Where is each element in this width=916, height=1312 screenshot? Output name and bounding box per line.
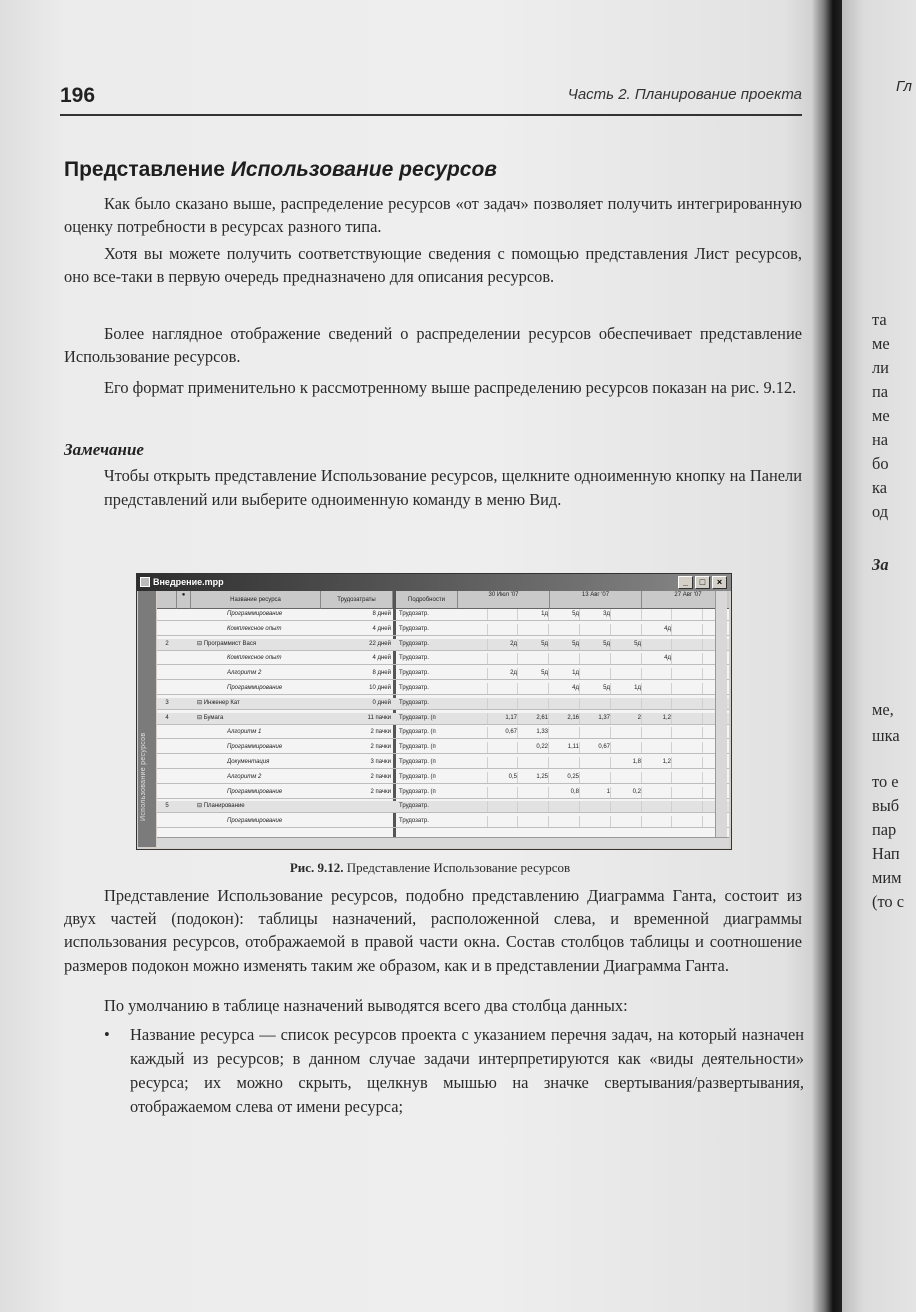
timephased-value: 1,2 — [642, 713, 672, 724]
timephased-value — [612, 742, 642, 753]
right-page-fragment: па — [872, 382, 889, 401]
note-title: Замечание — [64, 440, 144, 459]
work-value: 2 пачки — [370, 788, 391, 795]
timephased-value: 5д — [581, 683, 611, 694]
timephased-value: 4д — [642, 653, 672, 664]
timephased-value: 2д — [488, 668, 518, 679]
right-page-fragment: ме — [872, 334, 890, 353]
timephased-value — [673, 787, 703, 798]
row-id — [159, 609, 175, 620]
timephased-value — [550, 653, 580, 664]
usage-row[interactable] — [157, 801, 729, 813]
timephased-value: 1д — [519, 609, 549, 620]
timephased-value — [642, 742, 672, 753]
timephased-value — [550, 624, 580, 635]
timephased-value — [612, 816, 642, 827]
header-name[interactable]: Название ресурса — [191, 591, 321, 609]
timephased-value — [673, 816, 703, 827]
work-value — [323, 801, 391, 812]
work-value — [323, 816, 391, 827]
timephased-value — [581, 653, 611, 664]
resource-name: Алгоритм 1 — [227, 729, 262, 736]
timephased-value — [673, 713, 703, 724]
bullet-dot: • — [104, 1025, 110, 1044]
timephased-value — [488, 698, 518, 709]
timephased-value: 4д — [550, 683, 580, 694]
timephased-value: 5д — [519, 639, 549, 650]
timephased-value — [458, 787, 488, 798]
row-id — [159, 772, 175, 783]
section-heading — [64, 158, 497, 182]
timephased-value — [612, 668, 642, 679]
usage-row[interactable] — [157, 772, 729, 784]
paragraph-3 — [64, 322, 802, 368]
row-id — [159, 683, 175, 694]
week-3-label: 27 Авг '07 — [674, 592, 702, 598]
paragraph-1 — [64, 192, 802, 238]
app-icon — [140, 577, 150, 587]
caption-number: Рис. 9.12. — [289, 860, 347, 875]
work-value: 4 дней — [372, 625, 391, 632]
right-page-fragment: шка — [872, 726, 900, 745]
timephased-value — [550, 727, 580, 738]
maximize-icon[interactable]: □ — [695, 576, 710, 589]
right-page-fragment: на — [872, 430, 889, 449]
detail-label: Трудозатр. (п — [399, 744, 436, 751]
row-id — [159, 624, 175, 635]
row-id — [159, 816, 175, 827]
header-week-2 — [550, 591, 642, 609]
work-value: 10 дней — [369, 685, 391, 691]
row-id — [159, 757, 175, 768]
timephased-value: 5д — [550, 609, 580, 620]
timephased-value — [673, 742, 703, 753]
usage-row[interactable] — [157, 713, 729, 725]
timephased-value — [550, 757, 580, 768]
window-titlebar — [137, 574, 731, 591]
timephased-value — [612, 698, 642, 709]
timephased-value — [673, 609, 703, 620]
right-page-fragment: выб — [872, 796, 900, 815]
right-page-fragment: од — [872, 502, 889, 521]
right-page-fragment: ме, — [872, 700, 894, 719]
resource-name: Алгоритм 2 — [227, 773, 262, 780]
right-page-fragment: ка — [872, 478, 887, 497]
work-value: 22 дней — [369, 640, 391, 647]
resource-name: Документация — [227, 759, 270, 765]
timephased-value — [488, 801, 518, 812]
vertical-scrollbar[interactable] — [715, 591, 727, 837]
timephased-value: 0,67 — [581, 742, 611, 753]
timephased-value — [642, 801, 672, 812]
detail-label: Трудозатр. (п — [399, 759, 436, 765]
usage-row[interactable] — [157, 787, 729, 799]
timephased-value — [673, 757, 703, 768]
detail-label: Трудозатр. — [399, 699, 429, 706]
timephased-value: 5д — [519, 668, 549, 679]
note-text: Чтобы открыть представление Использование ресурсов, щелкните одноименную кнопку на Панели представлений или выберите одноименную команду в меню Вид. — [104, 466, 802, 509]
detail-label: Трудозатр. (п — [399, 773, 436, 780]
timephased-value — [458, 757, 488, 768]
timephased-value: 5д — [550, 639, 580, 650]
right-page-fragment: мим — [872, 868, 902, 887]
timephased-value — [642, 816, 672, 827]
usage-row[interactable] — [157, 653, 729, 665]
timephased-value — [550, 698, 580, 709]
timephased-value — [488, 609, 518, 620]
usage-grid — [157, 591, 729, 837]
timephased-value — [488, 653, 518, 664]
resource-name: Комплексное опыт — [227, 655, 282, 662]
timephased-value — [488, 742, 518, 753]
timephased-value — [458, 668, 488, 679]
timephased-value — [488, 757, 518, 768]
timephased-value — [458, 713, 488, 724]
header-details[interactable]: Подробности — [396, 591, 458, 609]
row-id: 2 — [165, 640, 169, 647]
timephased-value — [612, 609, 642, 620]
paragraph-6 — [64, 994, 802, 1017]
window-title: Внедрение.mpp — [153, 577, 224, 587]
timephased-value — [488, 787, 518, 798]
usage-row[interactable] — [157, 609, 729, 621]
header-id — [157, 591, 177, 609]
right-page-fragment: (то с — [872, 892, 904, 911]
detail-label: Трудозатр. — [399, 611, 429, 617]
timephased-value: 1,11 — [550, 742, 580, 753]
usage-row[interactable] — [157, 668, 729, 680]
timephased-value: 2д — [488, 639, 518, 650]
timephased-value — [642, 787, 672, 798]
resource-name: Программирование — [227, 611, 283, 617]
usage-row[interactable] — [157, 639, 729, 651]
usage-row[interactable] — [157, 624, 729, 636]
timephased-value: 0,67 — [488, 727, 518, 738]
timephased-value — [673, 801, 703, 812]
paragraph-3-text: Более наглядное отображение сведений о распределении ресурсов обеспечивает представление Использование ресурсов. — [64, 324, 802, 367]
paragraph-4-text: Его формат применительно к рассмотренному выше распределению ресурсов показан на рис. 9.12. — [104, 378, 797, 397]
timephased-value — [673, 668, 703, 679]
timephased-value — [673, 653, 703, 664]
detail-label: Трудозатр. — [399, 803, 429, 810]
timephased-value — [458, 639, 488, 650]
resource-name: Программирование — [227, 788, 283, 795]
resource-name: Программирование — [227, 744, 283, 751]
timephased-value: 2,16 — [550, 713, 580, 724]
timephased-value — [581, 757, 611, 768]
right-page-fragment: ли — [872, 358, 889, 377]
work-value: 8 дней — [372, 670, 391, 677]
timephased-value — [581, 698, 611, 709]
resource-name: Программирование — [227, 818, 283, 825]
header-week-1 — [458, 591, 550, 609]
timephased-value — [458, 683, 488, 694]
week-2-label: 13 Авг '07 — [581, 592, 610, 598]
timephased-value — [458, 698, 488, 709]
row-id — [159, 742, 175, 753]
resource-name: ⊟ Инженер Кат — [197, 699, 240, 706]
timephased-value: 0,25 — [550, 772, 580, 783]
timephased-value — [519, 624, 549, 635]
timephased-value: 3д — [581, 609, 611, 620]
row-id — [159, 787, 175, 798]
paragraph-6-text: По умолчанию в таблице назначений выводятся всего два столбца данных: — [104, 996, 628, 1015]
timephased-value — [581, 668, 611, 679]
timephased-value — [519, 787, 549, 798]
timephased-value — [673, 624, 703, 635]
timephased-value — [673, 772, 703, 783]
right-page-fragment: пар — [872, 820, 897, 839]
work-value: 2 пачки — [370, 773, 391, 780]
detail-label: Трудозатр. — [399, 655, 429, 662]
timephased-value — [612, 801, 642, 812]
caption-text: Представление Использование ресурсов — [346, 860, 571, 875]
timephased-value — [612, 772, 642, 783]
detail-label: Трудозатр. — [399, 670, 429, 677]
minimize-icon[interactable]: _ — [678, 576, 693, 589]
timephased-value — [488, 624, 518, 635]
row-id — [159, 727, 175, 738]
resource-name: Программирование — [227, 685, 283, 691]
view-bar-label: Использование ресурсов — [140, 732, 147, 821]
timephased-value — [458, 653, 488, 664]
usage-row[interactable] — [157, 757, 729, 769]
timephased-value — [642, 609, 672, 620]
usage-row[interactable] — [157, 816, 729, 828]
right-page — [842, 0, 916, 1312]
heading-prefix: Представление — [64, 158, 231, 181]
timephased-value — [581, 816, 611, 827]
figure-screenshot — [136, 573, 732, 850]
timephased-value: 1,37 — [581, 713, 611, 724]
resource-name: ⊟ Планирование — [197, 803, 245, 810]
resource-name: Комплексное опыт — [227, 625, 282, 632]
detail-label: Трудозатр. — [399, 818, 429, 825]
close-icon[interactable]: × — [712, 576, 727, 589]
timephased-value — [673, 639, 703, 650]
paragraph-2 — [64, 242, 802, 288]
timephased-value — [612, 727, 642, 738]
row-id: 3 — [165, 699, 169, 706]
view-bar — [138, 591, 156, 847]
work-value: 2 пачки — [370, 729, 391, 736]
horizontal-scrollbar[interactable] — [157, 837, 729, 848]
detail-label: Трудозатр. — [399, 685, 429, 691]
timephased-value — [642, 639, 672, 650]
timephased-value — [581, 772, 611, 783]
right-page-fragment: Нап — [872, 844, 900, 863]
timephased-value — [550, 816, 580, 827]
week-1-label: 30 Июл '07 — [488, 592, 519, 598]
timephased-value — [458, 742, 488, 753]
timephased-value — [458, 816, 488, 827]
timephased-value — [581, 624, 611, 635]
timephased-value: 1 — [581, 787, 611, 798]
work-value: 3 пачки — [370, 759, 391, 765]
timephased-value: 4д — [642, 624, 672, 635]
timephased-value: 0,22 — [519, 742, 549, 753]
work-value: 0 дней — [372, 699, 391, 706]
timephased-value: 1,2 — [642, 757, 672, 768]
timephased-value — [673, 698, 703, 709]
timephased-value — [488, 816, 518, 827]
timephased-value — [519, 698, 549, 709]
right-page-fragment: то е — [872, 772, 899, 791]
header-info-icon: ● — [177, 591, 191, 609]
paragraph-5-text: Представление Использование ресурсов, подобно представлению Диаграмма Ганта, состоит из двух частей (подокон): таблицы назначений, расположенной слева, и временной диаграммы использования ресурсов, отображаемой в правой части окна. Состав столбцов таблицы и соотношение размеров подокон можно изменять таким же образом, как и в представлении Диаграмма Ганта. — [64, 886, 802, 975]
detail-label: Трудозатр. — [399, 640, 429, 647]
timephased-value: 2,61 — [519, 713, 549, 724]
work-value: 4 дней — [372, 655, 391, 662]
timephased-value — [488, 683, 518, 694]
row-id: 5 — [165, 803, 169, 810]
paragraph-2-text: Хотя вы можете получить соответствующие сведения с помощью представления Лист ресурсов, оно все-таки в первую очередь предназначено для описания ресурсов. — [64, 244, 802, 287]
row-id — [159, 668, 175, 679]
header-rule — [60, 114, 802, 116]
timephased-value — [458, 727, 488, 738]
running-header: Часть 2. Планирование проекта — [567, 86, 802, 103]
timephased-value: 1д — [612, 683, 642, 694]
detail-label: Трудозатр. (п — [399, 788, 436, 795]
work-value: 8 дней — [372, 611, 391, 617]
resource-name: ⊟ Программист Вася — [197, 640, 257, 647]
detail-label: Трудозатр. (п — [399, 714, 436, 721]
right-page-fragment: та — [872, 310, 887, 329]
timephased-value — [673, 727, 703, 738]
timephased-value — [642, 668, 672, 679]
book-spine — [812, 0, 842, 1312]
timephased-value: 1,33 — [519, 727, 549, 738]
timephased-value — [642, 683, 672, 694]
usage-row[interactable] — [157, 742, 729, 754]
right-page-fragment: Гл — [896, 78, 912, 95]
paragraph-4 — [64, 376, 802, 399]
row-id — [159, 653, 175, 664]
right-page-fragment: бо — [872, 454, 889, 473]
timephased-value — [612, 624, 642, 635]
timephased-value: 5д — [581, 639, 611, 650]
timephased-value: 5д — [612, 639, 642, 650]
resource-name: Алгоритм 2 — [227, 670, 262, 677]
timephased-value — [458, 624, 488, 635]
timephased-value — [519, 801, 549, 812]
timephased-value: 1,8 — [612, 757, 642, 768]
window-controls — [678, 576, 727, 589]
bullet-item — [104, 1023, 804, 1119]
timephased-value — [642, 727, 672, 738]
timephased-value — [673, 683, 703, 694]
work-value: 2 пачки — [370, 744, 391, 751]
header-work[interactable]: Трудозатраты — [321, 591, 393, 609]
timephased-value — [519, 816, 549, 827]
timephased-value — [581, 801, 611, 812]
detail-label: Трудозатр. (п — [399, 729, 436, 736]
bullet-text: Название ресурса — список ресурсов проекта с указанием перечня задач, на который назначен каждый из ресурсов; в данном случае задачи интерпретируются как «виды деятельности» ресурса; их можно скрыть, щелкнув мышью на значке свертывания/развертывания, отображаемом слева от имени ресурса; — [130, 1025, 804, 1116]
timephased-value: 0,2 — [612, 787, 642, 798]
timephased-value — [519, 683, 549, 694]
timephased-value: 0,8 — [550, 787, 580, 798]
figure-caption — [0, 860, 860, 876]
timephased-value: 1,17 — [488, 713, 518, 724]
timephased-value — [458, 609, 488, 620]
right-page-fragment: За — [872, 555, 889, 574]
row-id: 4 — [165, 714, 169, 721]
right-page-fragment: ме — [872, 406, 890, 425]
timephased-value — [642, 772, 672, 783]
timephased-value — [458, 801, 488, 812]
timephased-value — [642, 698, 672, 709]
paragraph-1-text: Как было сказано выше, распределение ресурсов «от задач» позволяет получить интегрированную оценку потребности в ресурсах разного типа. — [64, 194, 802, 237]
timephased-value — [519, 757, 549, 768]
usage-row[interactable] — [157, 727, 729, 739]
usage-row[interactable] — [157, 698, 729, 710]
paragraph-5 — [64, 884, 802, 977]
timephased-value: 2 — [612, 713, 642, 724]
timephased-value: 1,25 — [519, 772, 549, 783]
timephased-value — [581, 727, 611, 738]
timephased-value — [612, 653, 642, 664]
timephased-value: 0,5 — [488, 772, 518, 783]
work-value: 11 пачки — [367, 714, 391, 721]
timephased-value — [550, 801, 580, 812]
heading-italic: Использование ресурсов — [230, 158, 497, 181]
timephased-value — [458, 772, 488, 783]
page-number: 196 — [60, 84, 96, 107]
usage-row[interactable] — [157, 683, 729, 695]
timephased-value — [519, 653, 549, 664]
detail-label: Трудозатр. — [399, 625, 429, 632]
timephased-value: 1д — [550, 668, 580, 679]
resource-name: ⊟ Бумага — [197, 714, 224, 721]
